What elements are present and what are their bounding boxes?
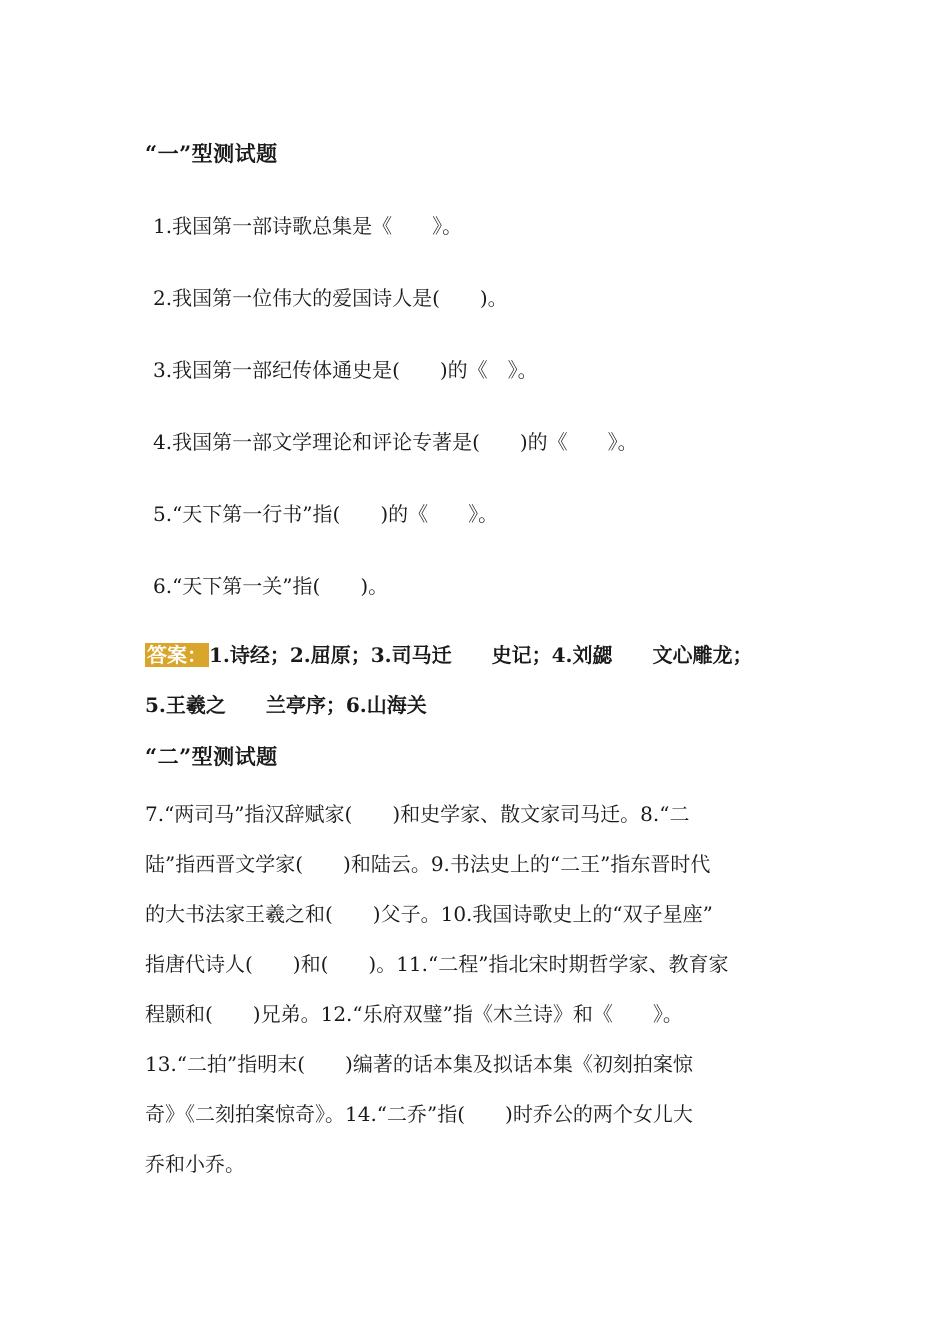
paragraph-line: 13.“二拍”指明末( )编著的话本集及拟话本集《初刻拍案惊 (145, 1052, 693, 1076)
paragraph-line: 7.“两司马”指汉辞赋家( )和史学家、散文家司马迁。8.“二 (145, 802, 690, 826)
paragraph-line: 程颢和( )兄弟。12.“乐府双璧”指《木兰诗》和《 》。 (145, 1002, 683, 1026)
question-2: 2.我国第一位伟大的爱国诗人是( )。 (153, 286, 508, 310)
question-4: 4.我国第一部文学理论和评论专著是( )的《 》。 (153, 430, 638, 454)
paragraph-line: 指唐代诗人( )和( )。11.“二程”指北宋时期哲学家、教育家 (145, 952, 729, 976)
answer-label: 答案： (147, 643, 207, 667)
question-5: 5.“天下第一行书”指( )的《 》。 (153, 502, 499, 526)
answer-line-2: 5.王羲之 兰亭序；6.山海关 (145, 693, 427, 717)
question-6: 6.“天下第一关”指( )。 (153, 574, 389, 598)
section-title-2: “二”型测试题 (145, 744, 278, 769)
answer-block (145, 642, 810, 730)
section-title-1: “一”型测试题 (145, 141, 278, 166)
answer-line-1 (145, 630, 810, 680)
question-1: 1.我国第一部诗歌总集是《 》。 (153, 214, 463, 238)
answer-text-1: 1.诗经；2.屈原；3.司马迁 史记；4.刘勰 文心雕龙； (209, 643, 753, 667)
paragraph-line: 的大书法家王羲之和( )父子。10.我国诗歌史上的“双子星座” (145, 902, 713, 926)
paragraph-line: 乔和小乔。 (145, 1152, 245, 1176)
section-2-paragraph (145, 789, 810, 1189)
paragraph-line: 奇》《二刻拍案惊奇》。14.“二乔”指( )时乔公的两个女儿大 (145, 1102, 693, 1126)
paragraph-line: 陆”指西晋文学家( )和陆云。9.书法史上的“二王”指东晋时代 (145, 852, 711, 876)
question-3: 3.我国第一部纪传体通史是( )的《 》。 (153, 358, 538, 382)
